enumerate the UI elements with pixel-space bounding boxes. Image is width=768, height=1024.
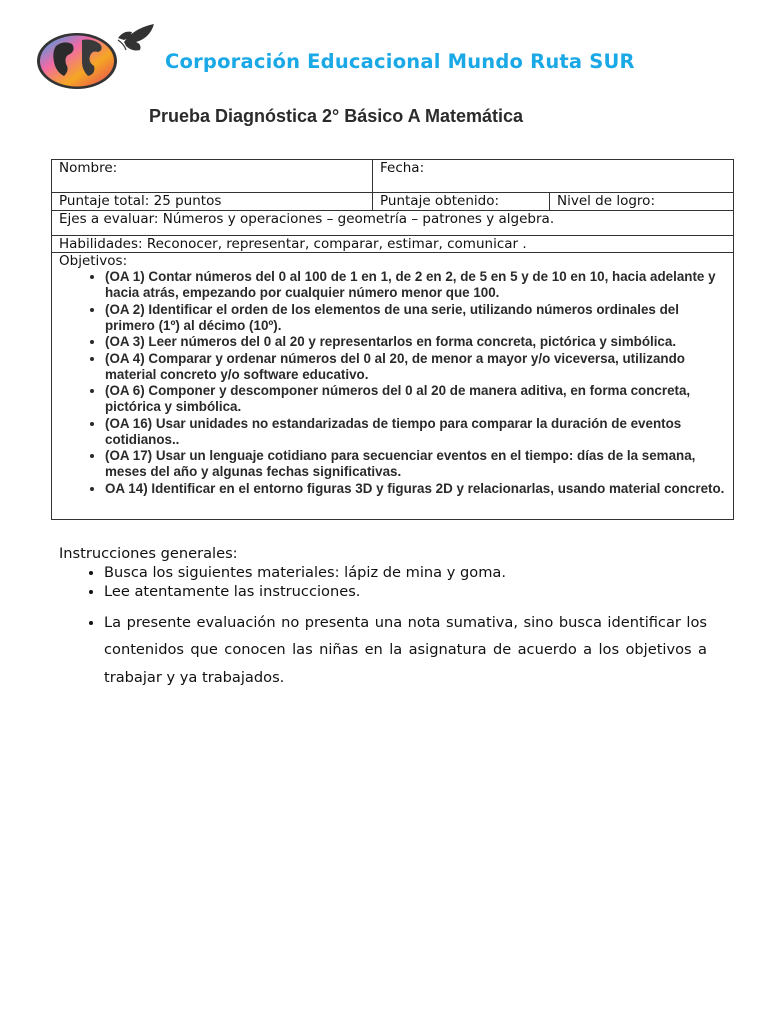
ejes-text: Ejes a evaluar: Números y operaciones – geometría – patrones y algebra. [52, 211, 734, 236]
fecha-label: Fecha: [380, 160, 425, 176]
objetivos-list [59, 269, 726, 497]
score-row [52, 193, 734, 211]
organization-name: Corporación Educacional Mundo Ruta SUR [165, 50, 635, 73]
general-instructions [59, 544, 707, 691]
objetivos-row [52, 253, 734, 520]
instructions-list [59, 563, 707, 691]
objetivo-item: • (OA 3) Leer números del 0 al 20 y representarlos en forma concreta, pictórica y simbólica. [105, 334, 726, 350]
objetivo-item: • (OA 6) Componer y descomponer números del 0 al 20 de manera aditiva, en forma concreta, pictórica y simbólica. [105, 383, 726, 415]
objetivo-item: • (OA 2) Identificar el orden de los elementos de una serie, utilizando números ordinales del primero (1º) al décimo (10º). [105, 302, 726, 334]
nombre-label: Nombre: [59, 160, 118, 176]
puntaje-total: Puntaje total: 25 puntos [52, 193, 373, 211]
instructions-heading: Instrucciones generales: [59, 545, 238, 562]
instruction-item: • La presente evaluación no presenta una nota sumativa, sino busca identificar los contenidos que conocen las niñas en la asignatura de acuerdo a los objetivos a trabajar y ya trabajados. [104, 609, 707, 691]
fecha-field[interactable] [373, 160, 734, 193]
instruction-item: • Busca los siguientes materiales: lápiz de mina y goma. [104, 563, 707, 582]
objetivo-item: • OA 14) Identificar en el entorno figuras 3D y figuras 2D y relacionarlas, usando material concreto. [105, 481, 726, 497]
nivel-logro-field[interactable] [550, 193, 734, 211]
objetivo-item: • (OA 17) Usar un lenguaje cotidiano para secuenciar eventos en el tiempo: días de la semana, meses del año y algunas fechas significativas. [105, 448, 726, 480]
objetivos-label: Objetivos: [59, 253, 128, 269]
nivel-logro-label: Nivel de logro: [557, 193, 655, 209]
nombre-field[interactable] [52, 160, 373, 193]
objetivo-item: • (OA 16) Usar unidades no estandarizadas de tiempo para comparar la duración de eventos cotidianos.. [105, 416, 726, 448]
habilidades-text: Habilidades: Reconocer, representar, comparar, estimar, comunicar . [52, 236, 734, 253]
objetivo-item: • (OA 4) Comparar y ordenar números del 0 al 20, de menor a mayor y/o viceversa, utilizando material concreto y/o software educativo. [105, 351, 726, 383]
instruction-item: • Lee atentamente las instrucciones. [104, 582, 707, 601]
objetivos-cell [52, 253, 734, 520]
ejes-row [52, 211, 734, 236]
habilidades-row [52, 236, 734, 253]
puntaje-obtenido-label: Puntaje obtenido: [380, 193, 500, 209]
puntaje-obtenido-field[interactable] [373, 193, 550, 211]
document-title: Prueba Diagnóstica 2° Básico A Matemática [149, 106, 523, 126]
objetivo-item: • (OA 1) Contar números del 0 al 100 de 1 en 1, de 2 en 2, de 5 en 5 y de 10 en 10, hacia adelante y hacia atrás, empezando por cualquier número menor que 100. [105, 269, 726, 301]
name-date-row [52, 160, 734, 193]
school-logo-icon [34, 22, 160, 92]
student-info-table [51, 159, 734, 520]
